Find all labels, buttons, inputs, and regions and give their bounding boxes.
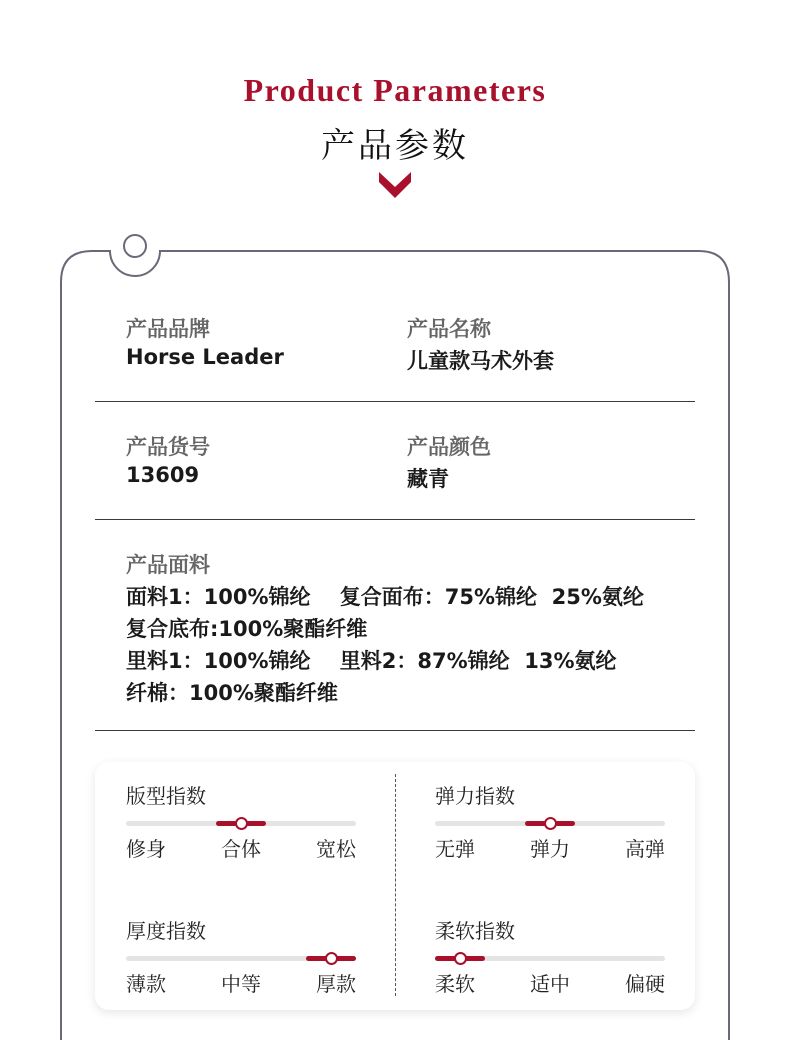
softness-index-title: 柔软指数 — [435, 919, 515, 943]
option-label: 宽松 — [316, 837, 356, 861]
ring-icon — [124, 235, 146, 257]
level-marker — [544, 817, 557, 830]
sku-value: 13609 — [126, 463, 200, 487]
color-label: 产品颜色 — [407, 435, 491, 459]
option-label: 适中 — [530, 972, 570, 996]
option-label: 弹力 — [530, 837, 570, 861]
option-label: 高弹 — [625, 837, 665, 861]
divider — [95, 730, 695, 731]
fabric-label: 产品面料 — [126, 553, 210, 577]
fabric-line: 里料1：100%锦纶 里料2：87%锦纶 13%氨纶 — [126, 649, 617, 673]
level-marker — [235, 817, 248, 830]
option-label: 柔软 — [435, 972, 475, 996]
index-card — [95, 762, 695, 1010]
option-label: 无弹 — [435, 837, 475, 861]
option-label: 厚款 — [316, 972, 356, 996]
option-label: 合体 — [221, 837, 261, 861]
thickness-index-title: 厚度指数 — [126, 919, 206, 943]
product-name-value: 儿童款马术外套 — [407, 349, 554, 373]
option-label: 修身 — [126, 837, 166, 861]
product-name-label: 产品名称 — [407, 317, 491, 341]
fit-index-title: 版型指数 — [126, 784, 206, 808]
level-marker — [325, 952, 338, 965]
brand-label: 产品品牌 — [126, 317, 210, 341]
double-chevron-down-icon — [377, 170, 413, 200]
column-separator — [395, 774, 396, 996]
fabric-line: 纤棉：100%聚酯纤维 — [126, 681, 338, 705]
fit-index-bar — [126, 821, 356, 826]
elasticity-index-title: 弹力指数 — [435, 784, 515, 808]
option-label: 偏硬 — [625, 972, 665, 996]
option-label: 薄款 — [126, 972, 166, 996]
fabric-line: 面料1：100%锦纶 复合面布：75%锦纶 25%氨纶 — [126, 585, 644, 609]
divider — [95, 519, 695, 520]
sku-label: 产品货号 — [126, 435, 210, 459]
page-title-en: Product Parameters — [243, 72, 547, 108]
softness-index-bar — [435, 956, 665, 961]
thickness-index-bar — [126, 956, 356, 961]
brand-value: Horse Leader — [126, 345, 284, 369]
option-label: 中等 — [221, 972, 261, 996]
level-marker — [454, 952, 467, 965]
elasticity-index-bar — [435, 821, 665, 826]
fabric-line: 复合底布:100%聚酯纤维 — [126, 617, 368, 641]
color-value: 藏青 — [407, 467, 449, 491]
page-title-cn: 产品参数 — [321, 126, 469, 166]
divider — [95, 401, 695, 402]
